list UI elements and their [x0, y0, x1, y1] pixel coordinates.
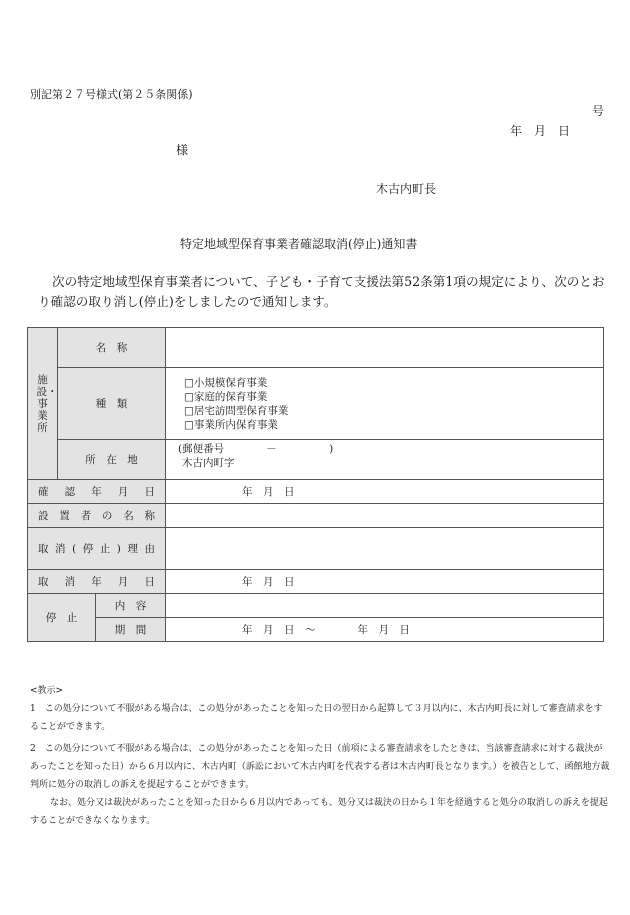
row-location — [28, 440, 604, 480]
name-label: 名 称 — [58, 328, 166, 368]
recipient-suffix: 様 — [176, 143, 189, 157]
row-confirm-date — [28, 480, 604, 504]
row-suspension-content — [28, 594, 604, 618]
founder-name-value[interactable] — [166, 504, 604, 528]
issue-date-line: 年 月 日 — [510, 124, 571, 138]
type-label: 種 類 — [58, 368, 166, 440]
location-value[interactable] — [166, 440, 604, 480]
reason-label: 取消(停止)理由 — [28, 528, 166, 570]
row-type — [28, 368, 604, 440]
type-option-visiting[interactable]: □居宅訪問型保育事業 — [184, 404, 289, 417]
row-suspension-period — [28, 618, 604, 642]
content-value[interactable] — [166, 594, 604, 618]
sender-name: 木古内町長 — [376, 182, 437, 196]
row-name — [28, 328, 604, 368]
row-founder-name — [28, 504, 604, 528]
cancel-date-value[interactable]: 年 月 日 — [166, 570, 604, 594]
form-reference: 別記第２７号様式(第２５条関係) — [30, 88, 193, 101]
suspension-label: 停 止 — [28, 594, 96, 642]
cancel-date-label: 取消年月日 — [28, 570, 166, 594]
type-option-small-scale[interactable]: □小規模保育事業 — [184, 376, 268, 389]
name-value-cell[interactable] — [166, 328, 604, 368]
content-label: 内 容 — [96, 594, 166, 618]
period-label: 期 間 — [96, 618, 166, 642]
reason-value[interactable] — [166, 528, 604, 570]
notice-body: 次の特定地域型保育事業者について、子ども・子育て支援法第52条第1項の規定により、次のとおり確認の取り消し(停止)をしましたので通知します。 — [38, 274, 605, 309]
row-reason — [28, 528, 604, 570]
notes-heading: <教示> — [30, 686, 64, 696]
note-item-2: 2 この処分について不服がある場合は、この処分があったことを知った日（前項による審査請求をしたときは、当該審査請求に対する裁決があったことを知った日）から６月以内に、木古内町（訴訟において木古内町を代表する者は木古内町長となります。）を被告として、函館地方裁判所に処分の取消しの訴えを提起することができます。 — [30, 744, 610, 790]
confirm-date-value[interactable]: 年 月 日 — [166, 480, 604, 504]
period-value[interactable]: 年 月 日 ～ 年 月 日 — [166, 618, 604, 642]
note-item-3: なお、処分又は裁決があったことを知った日から６月以内であっても、処分又は裁決の日から１年を経過すると処分の取消しの訴えを提起することができなくなります。 — [30, 798, 608, 826]
location-label: 所 在 地 — [58, 440, 166, 480]
confirm-date-label: 確認年月日 — [28, 480, 166, 504]
note-item-1: 1 この処分について不服がある場合は、この処分があったことを知った日の翌日から起算して３月以内に、木古内町長に対して審査請求をすることができます。 — [30, 704, 603, 732]
address-prefix: 木古内町字 — [182, 457, 235, 469]
postal-code-line: (郵便番号 － ) — [178, 443, 334, 455]
row-cancel-date — [28, 570, 604, 594]
facility-group-label: 施設・事業所 — [28, 328, 58, 480]
type-options — [166, 368, 604, 440]
document-number-label: 号 — [592, 104, 605, 118]
notice-form-table — [27, 327, 604, 642]
type-option-home-based[interactable]: □家庭的保育事業 — [184, 390, 268, 403]
founder-name-label: 設置者の名称 — [28, 504, 166, 528]
document-title: 特定地域型保育事業者確認取消(停止)通知書 — [180, 237, 418, 251]
type-option-workplace[interactable]: □事業所内保育事業 — [184, 418, 278, 431]
